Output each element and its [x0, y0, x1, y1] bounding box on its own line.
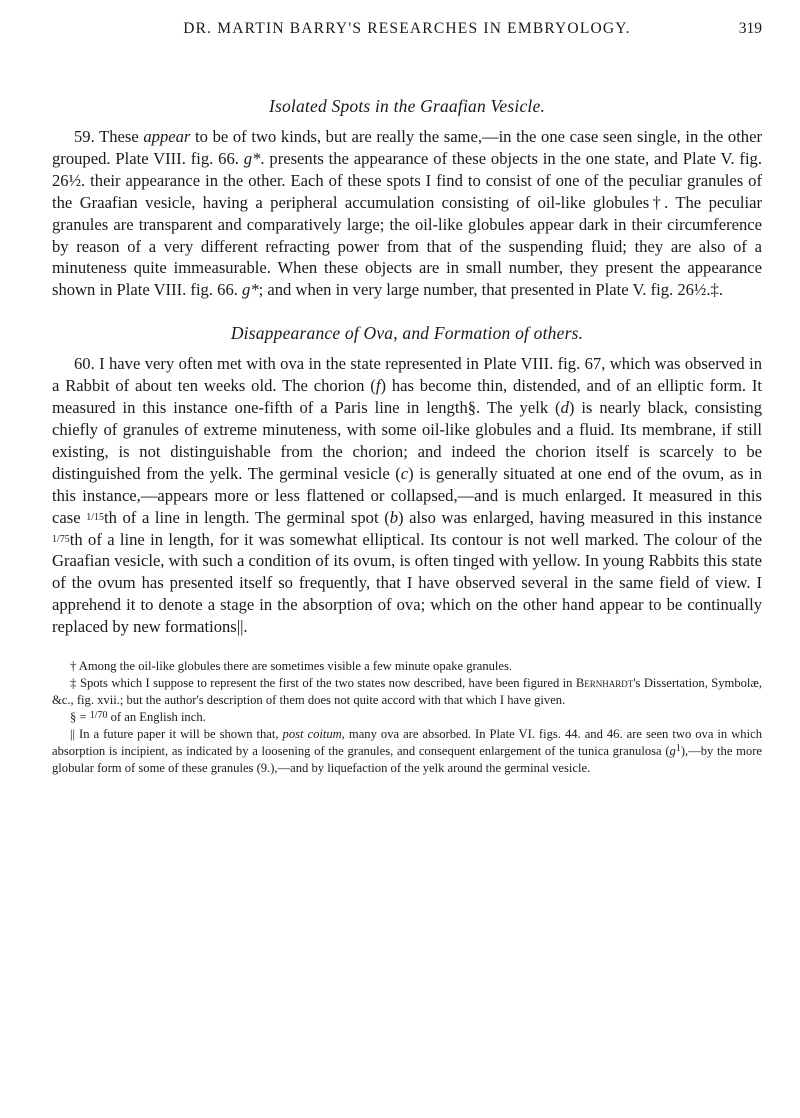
text-run: ) has become thin, distended, and of an elliptic form. It measured in this instance one-fifth of a Paris line in length§. The yelk (: [52, 376, 762, 418]
text-run: of an English inch.: [107, 710, 206, 725]
text-run: to be of two kinds, but are really the same,—in the one case seen single, in the other grouped. Plate VIII. fig. 66.: [52, 127, 762, 168]
running-header: [52, 20, 762, 46]
text-run: th of a line in length, for it was somewhat elliptical. Its contour is not well marked. The colour of the Graafian vesicle, with such a condition of its ovum, is often tinged with yellow. In young Rabbits this state of the ovum has presented itself so frequently, that I have observed several in the same field of view. I apprehend it to denote a stage in the absorption of ova; which on the other hand appear to be continually replaced by new formations||.: [52, 529, 762, 637]
fraction: 1/70: [89, 710, 108, 722]
text-run: 60. I have very often met with ova in the state represented in Plate VIII. fig. 67, which was observed in a Rabbit of about ten weeks old. The chorion (: [52, 354, 762, 396]
footnote-parallel: [52, 726, 762, 776]
figure-letter: b: [389, 507, 399, 527]
footnote-section: [52, 708, 762, 726]
italic-term: appear: [143, 127, 191, 146]
text-run: ; and when in very large number, that presented in Plate V. fig. 26½.‡.: [258, 280, 723, 300]
text-run: ‡ Spots which I suppose to represent the first of the two states now described, have been figured in: [70, 675, 576, 690]
paragraph-59: [52, 126, 762, 301]
page-body: [52, 96, 762, 777]
paragraph-60: [52, 353, 762, 638]
page-number: 319: [738, 20, 762, 37]
figure-label: g*: [242, 280, 259, 300]
footnotes: [52, 658, 762, 777]
text-run: § =: [70, 710, 90, 725]
text-run: ),—by the more globular form of some of these granules (9.),—and by liquefaction of the yelk around the germinal vesicle.: [52, 744, 763, 775]
fraction: 1/15: [86, 511, 104, 523]
text-run: . presents the appearance of these objects in the one state, and Plate V. fig. 26½. their appearance in the other. Each of these spots I find to consist of one of the peculiar granules of the Graafian vesicle, having a peripheral accumulation consisting of oil-like globules†. The peculiar granules are transparent and comparatively large; the oil-like globules appear dark in their circumference by reason of a very different refracting power from that of the suspending fluid; they are also of a minuteness quite immeasurable. When these objects are in small number, they present the appearance shown in Plate VIII. fig. 66.: [52, 148, 762, 300]
text-run: ) is nearly black, consisting chiefly of granules of extreme minuteness, with some oil-like globules and a fluid. Its membrane, if still existing, is not distinguishable from the chorion; and indeed the chorion itself is scarcely to be distinguished from the yelk. The germinal vesicle (: [52, 398, 763, 483]
figure-letter: f: [375, 376, 381, 396]
text-run: 's Dissertation, Symbolæ, &c., fig. xvii.; but the author's description of them does not quite accord with that which I have given.: [52, 675, 762, 707]
section-heading-disappearance-of-ova: Disappearance of Ova, and Formation of others.: [230, 323, 584, 344]
text-run: ) also was enlarged, having measured in this instance: [398, 507, 763, 527]
text-run: 59. These: [74, 127, 144, 146]
latin-phrase: post coitum: [282, 727, 342, 742]
fraction: 1/75: [52, 533, 70, 545]
running-title: DR. MARTIN BARRY'S RESEARCHES IN EMBRYOLOGY.: [183, 20, 631, 37]
author-name: Bernhardt: [575, 675, 634, 690]
text-run: , many ova are absorbed. In Plate VI. figs. 44. and 46. are seen two ova in which absorption is incipient, as indicated by a loosening of the granules, and consequent enlargement of the tunica granulosa (: [52, 727, 762, 759]
figure-letter: g: [669, 744, 676, 759]
section-heading-isolated-spots: Isolated Spots in the Graafian Vesicle.: [268, 96, 546, 116]
footnote-dagger: † Among the oil-like globules there are sometimes visible a few minute opake granules.: [70, 659, 513, 674]
text-run: ) is generally situated at one end of the ovum, as in this instance,—appears more or less flattened or collapsed,—and is much enlarged. It measured in this case: [52, 463, 763, 527]
figure-letter: d: [560, 398, 569, 418]
text-run: || In a future paper it will be shown that,: [70, 727, 283, 742]
figure-label: g*: [243, 148, 261, 168]
figure-letter: c: [400, 463, 409, 483]
text-run: th of a line in length. The germinal spot (: [103, 507, 390, 527]
superscript: 1: [675, 743, 681, 755]
footnote-double-dagger: [52, 675, 762, 709]
